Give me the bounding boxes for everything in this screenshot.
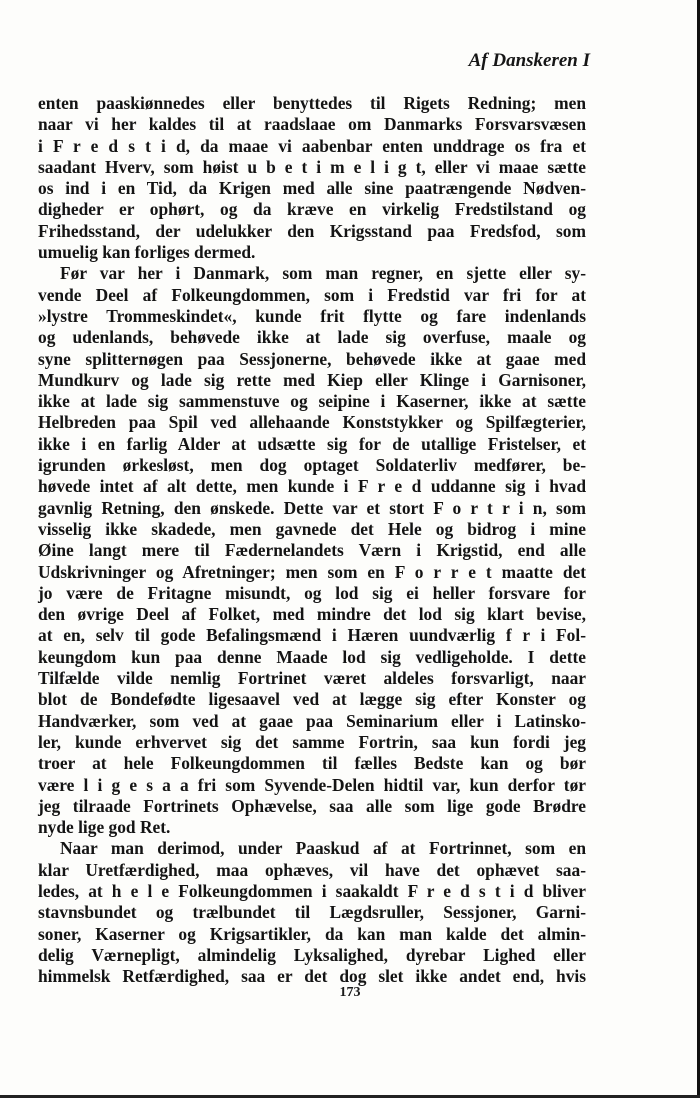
text-line: høvede intet af alt dette, men kunde i F r e d uddanne sig i hvad [38,476,586,497]
text-line: syne splitternøgen paa Sessjonerne, behøvede ikke at gaae med [38,348,586,369]
text-line: i F r e d s t i d, da maae vi aabenbar enten unddrage os fra et [38,135,586,156]
text-line: »lystre Trommeskindet«, kunde frit flytte og fare indenlands [38,305,586,326]
text-line: nyde lige god Ret. [38,817,171,838]
running-head: Af Danskeren I [468,50,590,71]
text-line: delig Værnepligt, almindelig Lyksalighed, dyrebar Lighed eller [38,944,586,965]
page-number: 173 [339,985,361,1000]
text-line: keungdom kun paa denne Maade lod sig vedligeholde. I dette [38,646,586,667]
text-line: soner, Kaserner og Krigsartikler, da kan man kalde det almin- [38,923,586,944]
text-line: ikke at lade sig sammenstuve og seipine i Kaserner, ikke at sætte [38,391,586,412]
text-line: Helbreden paa Spil ved allehaande Konststykker og Spilfægterier, [38,412,586,433]
text-line: Frihedsstand, der udelukker den Krigsstand paa Fredsfod, som [38,220,586,241]
text-line: gavnlig Retning, den ønskede. Dette var et stort F o r t r i n, som [38,497,586,518]
text-line: den øvrige Deel af Folket, med mindre det lod sig klart bevise, [38,604,586,625]
text-line: digheder er ophørt, og da kræve en virkelig Fredstilstand og [38,199,586,220]
text-line: stavnsbundet og trælbundet til Lægdsruller, Sessjoner, Garni- [38,902,586,923]
text-line: ler, kunde erhvervet sig det samme Fortrin, saa kun fordi jeg [38,731,586,752]
text-line: være l i g e s a a fri som Syvende-Delen hidtil var, kun derfor tør [38,774,586,795]
text-line: himmelsk Retfærdighed, saa er det dog slet ikke andet end, hvis [38,966,586,987]
text-line: Før var her i Danmark, som man regner, en sjette eller sy- [60,263,586,284]
text-line: blot de Bondefødte ligesaavel ved at lægge sig efter Konster og [38,689,586,710]
text-line: os ind i en Tid, da Krigen med alle sine paatrængende Nødven- [38,178,586,199]
text-line: igrunden ørkesløst, men dog optaget Soldaterliv medfører, be- [38,455,586,476]
text-line: umuelig kan forliges dermed. [38,242,256,263]
text-line: jeg tilraade Fortrinets Ophævelse, saa alle som lige gode Brødre [38,795,586,816]
text-line: Udskrivninger og Afretninger; men som en F o r r e t maatte det [38,561,586,582]
text-line: jo være de Fritagne misundt, og lod sig ei heller forsvare for [38,582,586,603]
text-line: Naar man derimod, under Paaskud af at Fortrinnet, som en [60,838,586,859]
body-text [38,93,586,987]
text-line: Mundkurv og lade sig rette med Kiep eller Klinge i Garnisoner, [38,369,586,390]
text-line: troer at hele Folkeungdommen til fælles Bedste kan og bør [38,753,586,774]
text-line: ledes, at h e l e Folkeungdommen i saakaldt F r e d s t i d bliver [38,880,586,901]
text-line: vende Deel af Folkeungdommen, som i Fredstid var fri for at [38,284,586,305]
text-line: saadant Hverv, som høist u b e t i m e l i g t, eller vi maae sætte [38,156,586,177]
text-line: Handværker, som ved at gaae paa Seminarium eller i Latinsko- [38,710,586,731]
text-line: Øine langt mere til Fædernelandets Værn i Krigstid, end alle [38,540,586,561]
text-line: at en, selv til gode Befalingsmænd i Hæren uundværlig f r i Fol- [38,625,586,646]
text-line: visselig ikke skadede, men gavnede det Hele og bidrog i mine [38,518,586,539]
text-line: Tilfælde vilde nemlig Fortrinet været aldeles forsvarligt, naar [38,668,586,689]
text-line: og udenlands, behøvede ikke at lade sig overfuse, maale og [38,327,586,348]
text-line: enten paaskiønnedes eller benyttedes til Rigets Redning; men [38,93,586,113]
text-line: klar Uretfærdighed, maa ophæves, vil have det ophævet saa- [38,859,586,880]
text-line: ikke i en farlig Alder at udsætte sig for de utallige Fristelser, et [38,433,586,454]
text-line: naar vi her kaldes til at raadslaae om Danmarks Forsvarsvæsen [38,114,586,135]
